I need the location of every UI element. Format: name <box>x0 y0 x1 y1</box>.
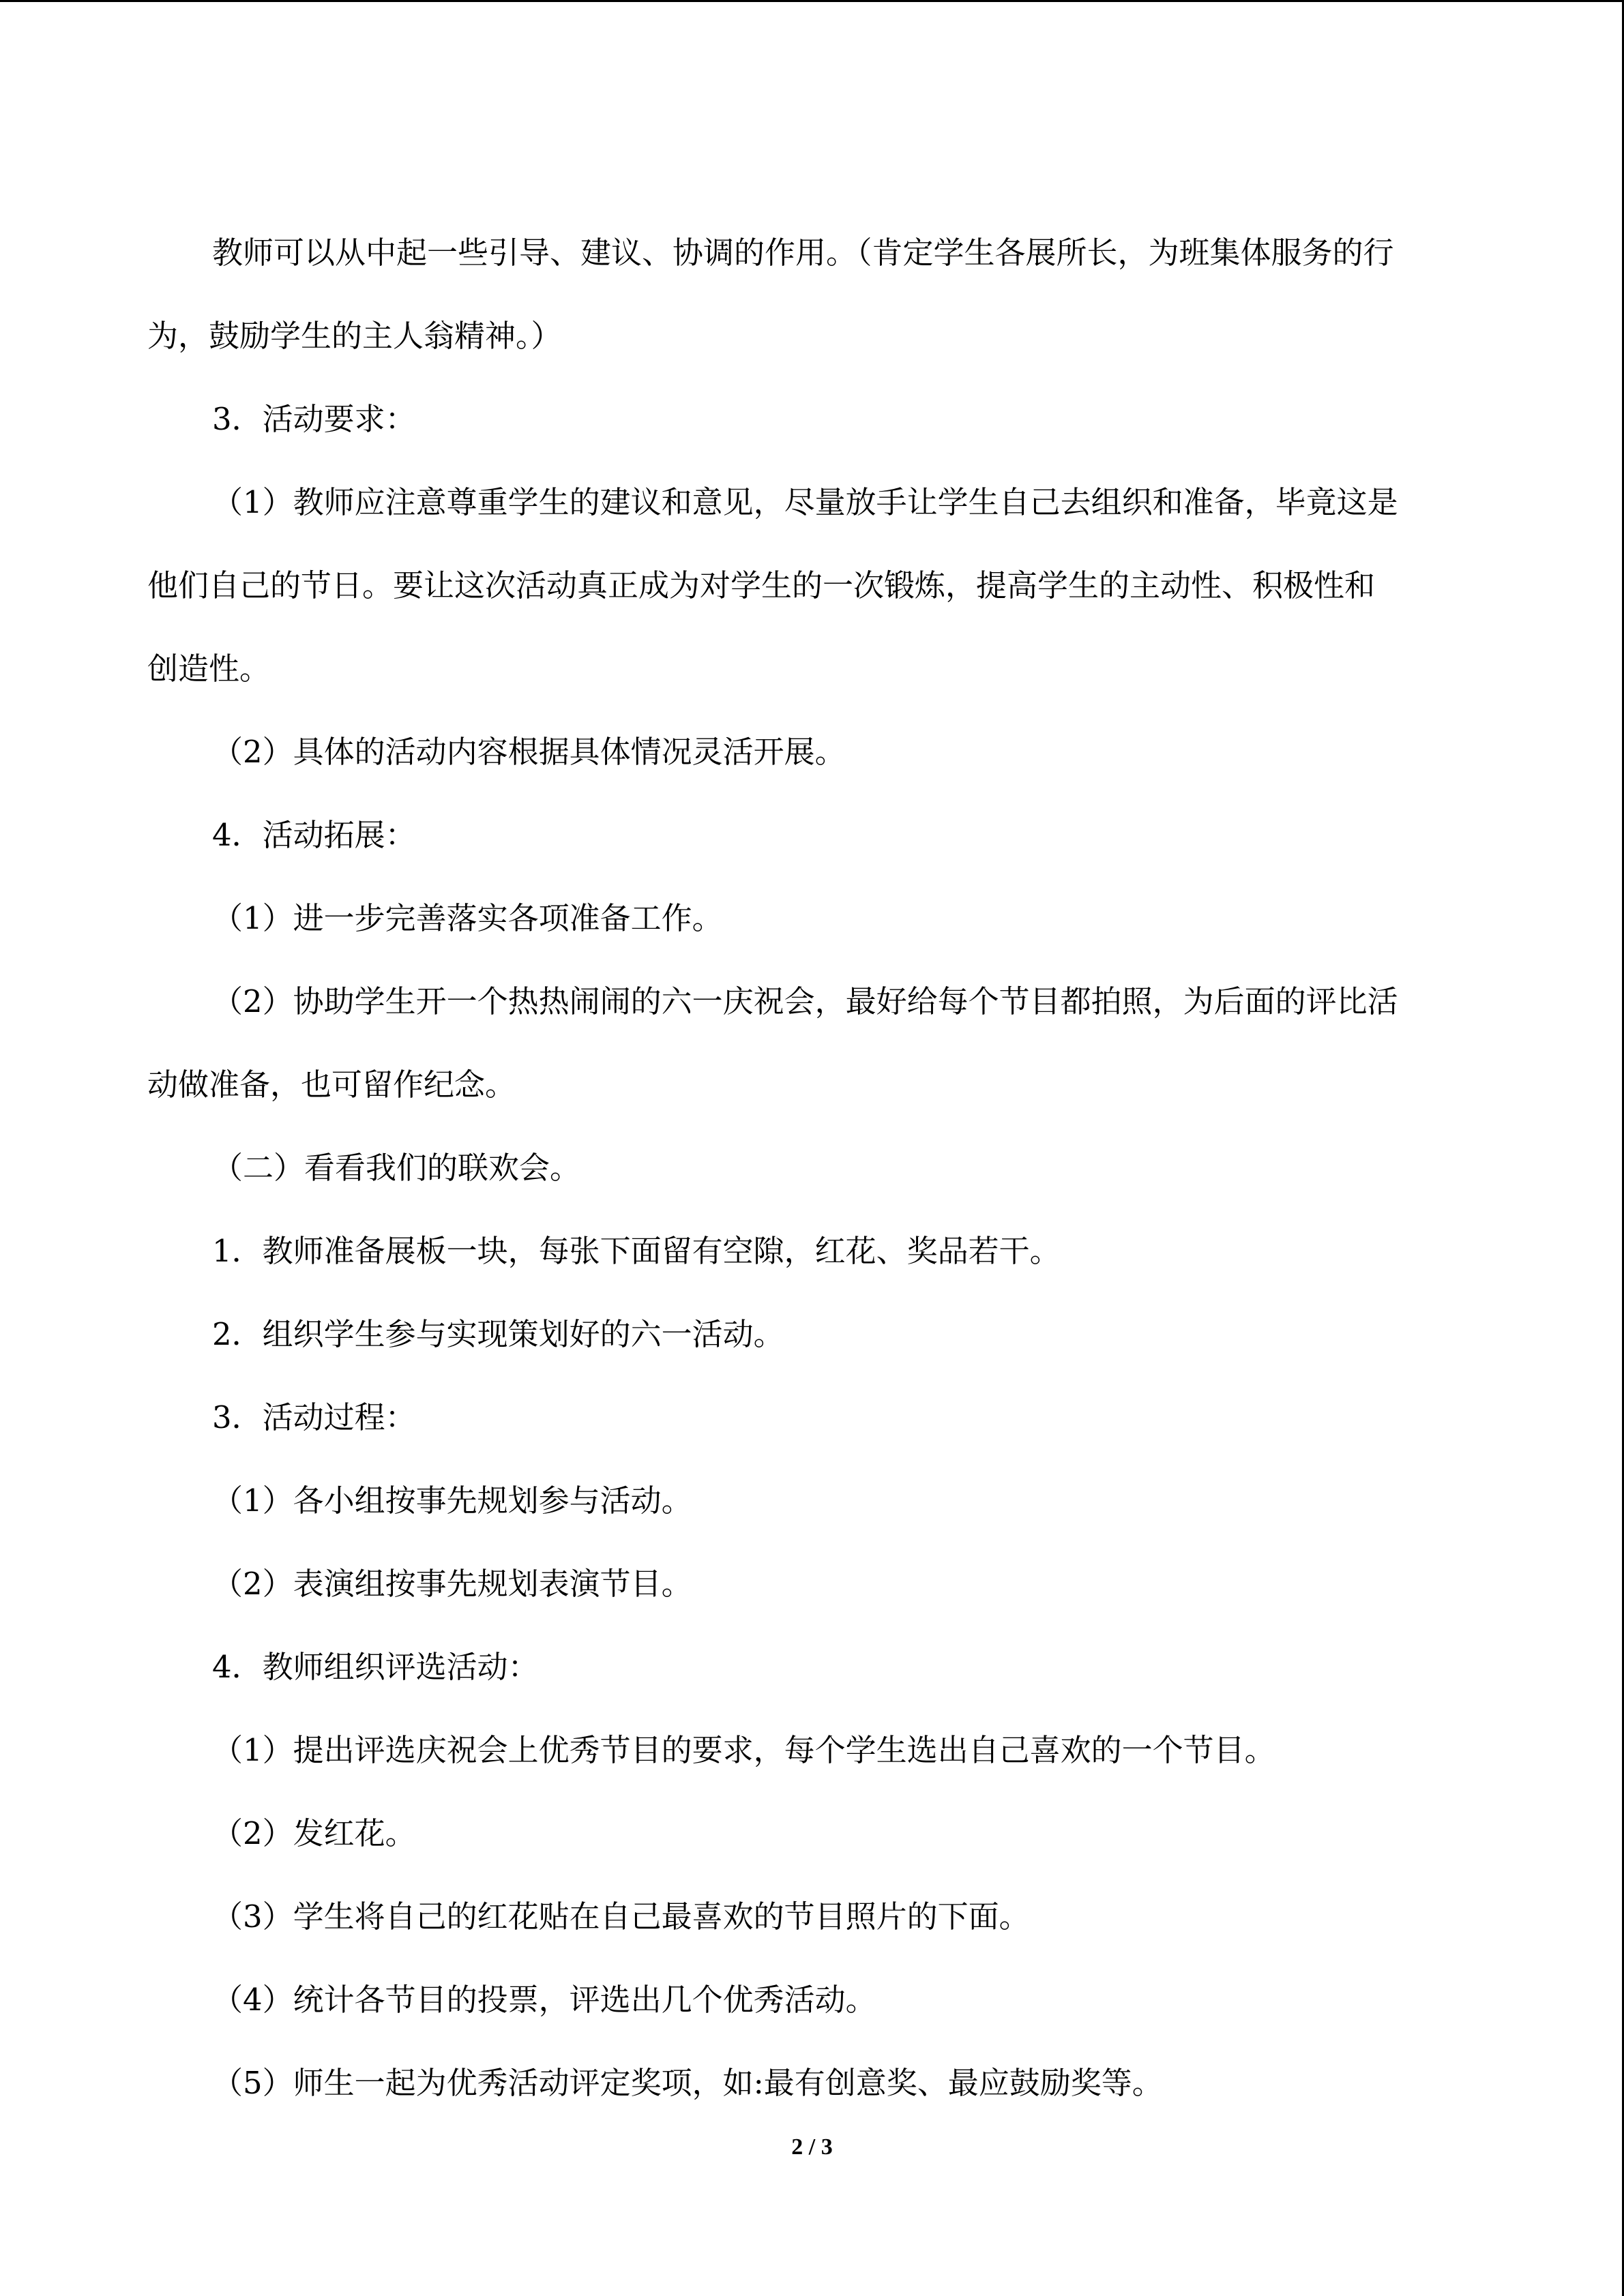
paragraph <box>147 211 1484 378</box>
paragraph-line: 他们自己的节日。要让这次活动真正成为对学生的一次锻炼，提高学生的主动性、积极性和 <box>147 567 1376 603</box>
section-heading: 4．教师组织评选活动： <box>212 1649 539 1685</box>
paragraph <box>147 711 1484 794</box>
paragraph <box>147 1376 1484 1459</box>
paragraph <box>147 1210 1484 1293</box>
paragraph <box>147 1626 1484 1709</box>
paragraph <box>147 1792 1484 1875</box>
paragraph <box>147 960 1484 1127</box>
paragraph <box>147 877 1484 960</box>
paragraph <box>147 1127 1484 1210</box>
paragraph-line: （2）发红花。 <box>212 1815 416 1851</box>
paragraph <box>147 378 1484 461</box>
paragraph-line: （1）进一步完善落实各项准备工作。 <box>212 900 723 936</box>
paragraph <box>147 1875 1484 1958</box>
paragraph <box>147 1709 1484 1792</box>
section-heading: 3．活动过程： <box>212 1399 416 1435</box>
paragraph <box>147 794 1484 877</box>
document-body <box>147 211 1484 2125</box>
paragraph <box>147 1542 1484 1626</box>
paragraph <box>147 1459 1484 1542</box>
paragraph <box>147 1958 1484 2042</box>
paragraph-line: （2）协助学生开一个热热闹闹的六一庆祝会，最好给每个节目都拍照，为后面的评比活 <box>212 983 1398 1019</box>
paragraph-line: （1）各小组按事先规划参与活动。 <box>212 1482 692 1519</box>
paragraph-line: 1．教师准备展板一块，每张下面留有空隙，红花、奖品若干。 <box>212 1233 1061 1269</box>
paragraph-line: 动做准备，也可留作纪念。 <box>147 1067 516 1103</box>
section-heading: 3．活动要求： <box>212 401 416 437</box>
paragraph-line: （2）表演组按事先规划表演节目。 <box>212 1566 692 1602</box>
paragraph-line: （5）师生一起为优秀活动评定奖项，如:最有创意奖、最应鼓励奖等。 <box>212 2065 1163 2101</box>
top-border-line <box>0 0 1624 2</box>
section-heading: 4．活动拓展： <box>212 817 416 853</box>
paragraph-line: 为，鼓励学生的主人翁精神。） <box>147 318 562 354</box>
paragraph-line: 2．组织学生参与实现策划好的六一活动。 <box>212 1316 784 1352</box>
paragraph-line: 创造性。 <box>147 651 271 687</box>
paragraph-line: 教师可以从中起一些引导、建议、协调的作用。（肯定学生各展所长，为班集体服务的行 <box>212 235 1394 271</box>
paragraph-line: （4）统计各节目的投票，评选出几个优秀活动。 <box>212 1982 876 2018</box>
paragraph <box>147 461 1484 711</box>
paragraph-line: （3）学生将自己的红花贴在自己最喜欢的节目照片的下面。 <box>212 1898 1030 1935</box>
paragraph-line: （1）教师应注意尊重学生的建议和意见，尽量放手让学生自己去组织和准备，毕竟这是 <box>212 484 1398 520</box>
paragraph-line: （2）具体的活动内容根据具体情况灵活开展。 <box>212 734 846 770</box>
section-heading: （二）看看我们的联欢会。 <box>212 1150 581 1186</box>
paragraph <box>147 2042 1484 2125</box>
page-number: 2 / 3 <box>791 2134 833 2160</box>
paragraph-line: （1）提出评选庆祝会上优秀节目的要求，每个学生选出自己喜欢的一个节目。 <box>212 1732 1275 1768</box>
paragraph <box>147 1293 1484 1376</box>
